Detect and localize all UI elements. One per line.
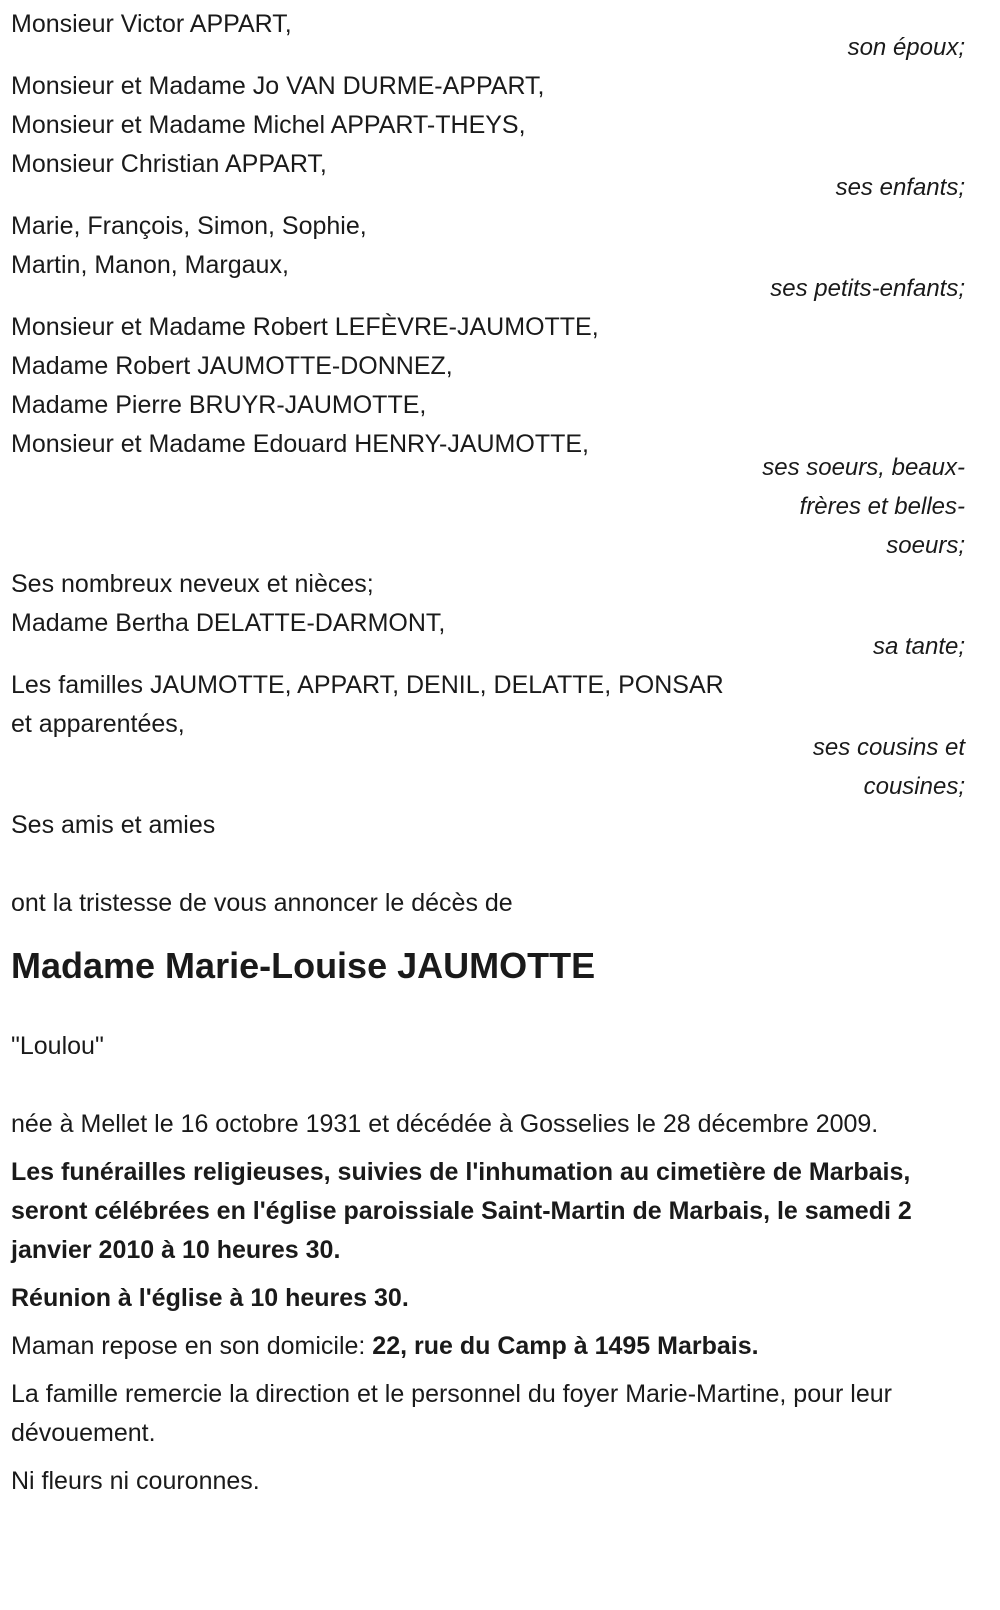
family-member-line: Monsieur et Madame Jo VAN DURME-APPART, xyxy=(11,72,545,100)
family-member-line: Madame Bertha DELATTE-DARMONT, xyxy=(11,609,446,637)
rest-address: 22, rue du Camp à 1495 Marbais. xyxy=(372,1332,759,1360)
family-group xyxy=(11,67,965,207)
family-member-line: Marie, François, Simon, Sophie, xyxy=(11,212,367,240)
family-group xyxy=(11,308,965,565)
family-member-line: Madame Robert JAUMOTTE-DONNEZ, xyxy=(11,352,453,380)
flowers-info: Ni fleurs ni couronnes. xyxy=(11,1467,260,1495)
family-list xyxy=(11,5,965,806)
nickname: "Loulou" xyxy=(11,1032,104,1060)
announcement-line: ont la tristesse de vous annoncer le décès de xyxy=(11,889,513,917)
family-group xyxy=(11,565,965,666)
family-member-line: Monsieur et Madame Edouard HENRY-JAUMOTTE, xyxy=(11,430,589,458)
relation-label: sa tante; xyxy=(872,633,965,660)
relation-label: son époux; xyxy=(847,34,965,61)
family-member-line: Monsieur Christian APPART, xyxy=(11,150,327,178)
relation-label: ses enfants; xyxy=(835,174,965,201)
deceased-name: Madame Marie-Louise JAUMOTTE xyxy=(11,945,596,986)
relation-label: ses soeurs, beaux-frères et belles-soeurs; xyxy=(762,454,965,559)
relation-label: ses petits-enfants; xyxy=(770,275,965,302)
meeting-info: Réunion à l'église à 10 heures 30. xyxy=(11,1284,409,1312)
family-group xyxy=(11,5,965,67)
family-member-line: Madame Pierre BRUYR-JAUMOTTE, xyxy=(11,391,427,419)
birth-death-info: née à Mellet le 16 octobre 1931 et décédée à Gosselies le 28 décembre 2009. xyxy=(11,1110,879,1138)
relation-label: ses cousins et cousines; xyxy=(812,734,965,800)
rest-info xyxy=(11,1327,941,1366)
family-member-line: Monsieur et Madame Michel APPART-THEYS, xyxy=(11,111,526,139)
rest-prefix: Maman repose en son domicile: xyxy=(11,1332,373,1360)
family-member-line: Martin, Manon, Margaux, xyxy=(11,251,289,279)
family-member-line: Monsieur et Madame Robert LEFÈVRE-JAUMOTTE, xyxy=(11,313,599,341)
thanks-info: La famille remercie la direction et le personnel du foyer Marie-Martine, pour leur dévouement. xyxy=(11,1380,892,1447)
family-member-line: et apparentées, xyxy=(11,710,185,738)
friends-line: Ses amis et amies xyxy=(11,811,216,839)
family-member-line: Monsieur Victor APPART, xyxy=(11,10,292,38)
family-group xyxy=(11,207,965,308)
family-group xyxy=(11,666,965,806)
family-member-line: Les familles JAUMOTTE, APPART, DENIL, DELATTE, PONSAR xyxy=(11,671,724,699)
family-member-line: Ses nombreux neveux et nièces; xyxy=(11,570,374,598)
funeral-info: Les funérailles religieuses, suivies de l'inhumation au cimetière de Marbais, seront célébrées en l'église paroissiale Saint-Martin de Marbais, le samedi 2 janvier 2010 à 10 heures 30. xyxy=(11,1158,912,1264)
